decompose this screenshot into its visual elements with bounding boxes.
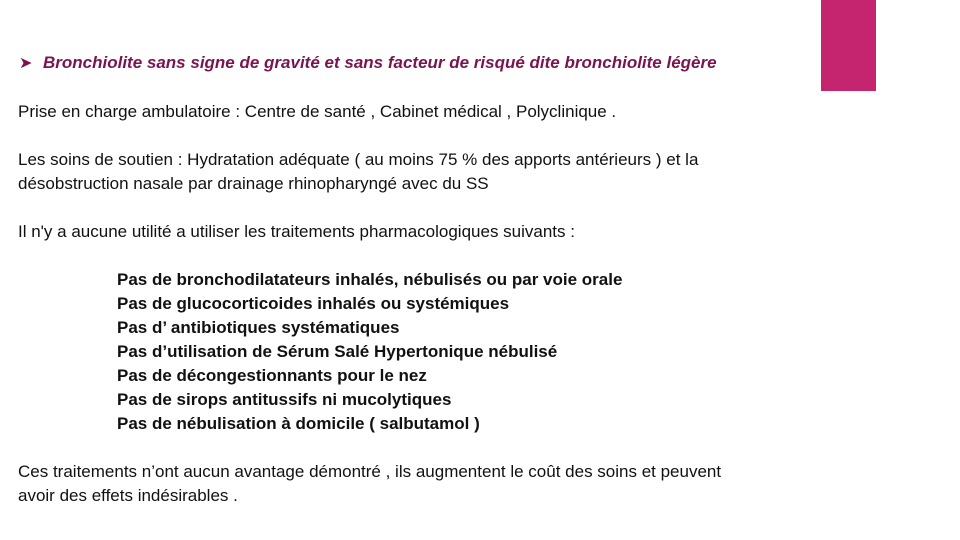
supportive-care-line-1: Les soins de soutien : Hydratation adéquate ( au moins 75 % des apports antérieurs ) et la [18,150,699,169]
list-item: Pas d’utilisation de Sérum Salé Hypertonique nébulisé [117,342,558,361]
care-setting-paragraph: Prise en charge ambulatoire : Centre de santé , Cabinet médical , Polyclinique . [18,102,617,121]
list-item: Pas d’ antibiotiques systématiques [117,318,400,337]
list-item: Pas de glucocorticoides inhalés ou systémiques [117,294,510,313]
treatment-list [117,268,622,436]
slide-heading [19,53,919,73]
conclusion-line-2: avoir des effets indésirables . [18,486,238,505]
heading-text: Bronchiolite sans signe de gravité et sans facteur de risqué dite bronchiolite légère [43,53,717,72]
supportive-care-paragraph [18,148,918,196]
list-item: Pas de bronchodilatateurs inhalés, nébulisés ou par voie orale [117,270,623,289]
supportive-care-line-2: désobstruction nasale par drainage rhinopharyngé avec du SS [18,174,489,193]
accent-bar [821,0,876,91]
conclusion-line-1: Ces traitements n’ont aucun avantage démontré , ils augmentent le coût des soins et peuvent [18,462,722,481]
conclusion-paragraph [18,460,918,508]
arrowhead-bullet-icon: ➤ [19,55,33,72]
list-item: Pas de décongestionnants pour le nez [117,366,427,385]
list-item: Pas de nébulisation à domicile ( salbutamol ) [117,414,480,433]
list-item: Pas de sirops antitussifs ni mucolytiques [117,390,452,409]
no-utility-paragraph: Il n'y a aucune utilité a utiliser les traitements pharmacologiques suivants : [18,222,575,241]
